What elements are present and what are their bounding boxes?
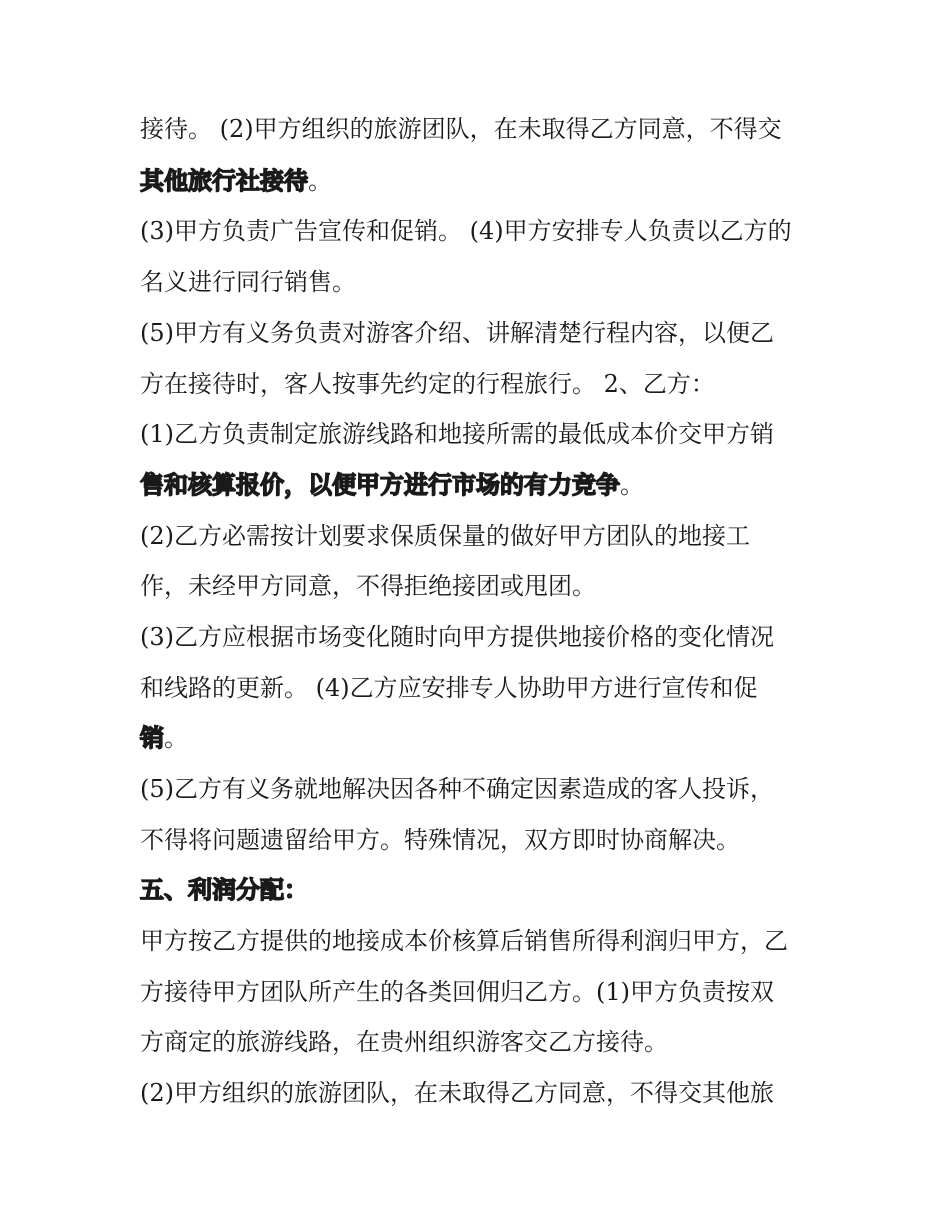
- text-line-outlined: [140, 469, 644, 501]
- text-line: 不得将问题遗留给甲方。特殊情况，双方即时协商解决。: [140, 826, 740, 854]
- text-line-outlined: [140, 722, 188, 754]
- text-line: 方商定的旅游线路，在贵州组织游客交乙方接待。: [140, 1028, 668, 1056]
- text-line: (1)乙方负责制定旅游线路和地接所需的最低成本价交甲方销: [140, 420, 774, 448]
- text-line: (3)甲方负责广告宣传和促销。 (4)甲方安排专人负责以乙方的: [140, 217, 792, 245]
- text-line: (3)乙方应根据市场变化随时向甲方提供地接价格的变化情况: [140, 623, 774, 651]
- text-line: 方在接待时，客人按事先约定的行程旅行。 2、乙方：: [140, 370, 715, 398]
- text-line: (2)甲方组织的旅游团队，在未取得乙方同意，不得交其他旅: [140, 1079, 774, 1107]
- text-line: 作，未经甲方同意，不得拒绝接团或甩团。: [140, 572, 596, 600]
- line-tail: 。: [164, 724, 188, 752]
- outlined-text: 售和核算报价，以便甲方进行市场的有力竞争: [140, 471, 620, 499]
- text-line: 和线路的更新。 (4)乙方应安排专人协助甲方进行宣传和促: [140, 674, 758, 702]
- text-line: 方接待甲方团队所产生的各类回佣归乙方。(1)甲方负责按双: [140, 978, 774, 1006]
- line-tail: 。: [308, 167, 332, 195]
- text-line: 名义进行同行销售。: [140, 268, 356, 296]
- outlined-text: 销: [140, 724, 164, 752]
- outlined-text: 其他旅行社接待: [140, 167, 308, 195]
- text-line-outlined: [140, 165, 332, 197]
- text-line: (5)乙方有义务就地解决因各种不确定因素造成的客人投诉，: [140, 775, 774, 803]
- line-tail: 。: [620, 471, 644, 499]
- section-heading: 五、利润分配：: [140, 876, 308, 904]
- text-line: (2)乙方必需按计划要求保质保量的做好甲方团队的地接工: [140, 522, 750, 550]
- text-line: (5)甲方有义务负责对游客介绍、讲解清楚行程内容，以便乙: [140, 319, 774, 347]
- text-line: 甲方按乙方提供的地接成本价核算后销售所得利润归甲方，乙: [140, 927, 788, 955]
- text-line: 接待。 (2)甲方组织的旅游团队，在未取得乙方同意，不得交: [140, 115, 782, 143]
